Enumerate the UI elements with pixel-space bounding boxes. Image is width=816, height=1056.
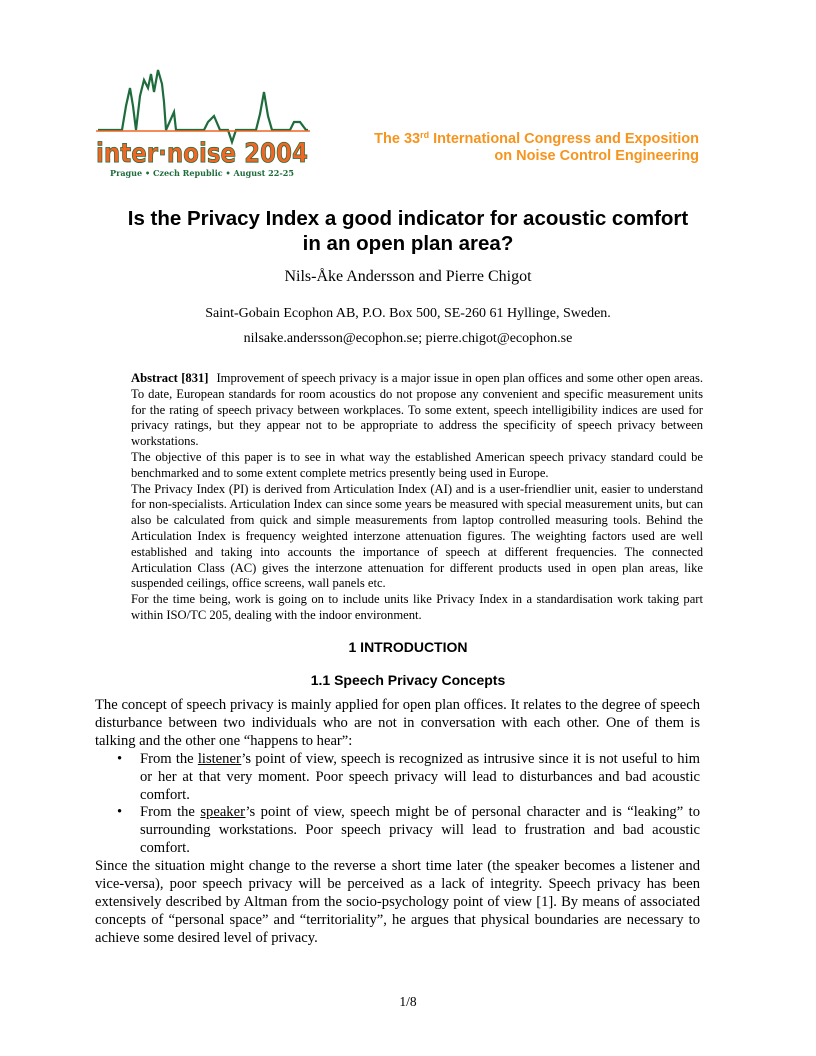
bullet-icon: • [117, 804, 123, 821]
body-paragraph-1: The concept of speech privacy is mainly applied for open plan offices. It relates to the degree of speech disturbance between two individuals who are not in conversation with each other. One of them is talking and the other one “happens to hear”: [95, 697, 700, 749]
abstract-paragraph-1: Abstract [831] Improvement of speech privacy is a major issue in open plan offices and some other open areas. To date, European standards for room acoustics do not propose any convenient and specific measurement units for the rating of speech privacy between workplaces. To some extent, speech intelligibility indices are used for privacy ratings, but they appear not to be appropriate to address the specificity of speech privacy between workstations. [131, 371, 703, 449]
list-item: • From the speaker’s point of view, speech might be of personal character and is “leaking” to surrounding workstations. Poor speech privacy will lead to frustration and bad acoustic comfort. [117, 804, 700, 857]
listener-term: listener [197, 750, 242, 767]
body-paragraph-2: Since the situation might change to the reverse a short time later (the speaker becomes a listener and vice-versa), poor speech privacy will be perceived as a lack of integrity. Speech privacy has been extensively described by Altman from the socio-psychology point of view [1]. By means of associated concepts of “personal space” and “territoriality”, he argues that physical boundaries are necessary to achieve some desired level of privacy. [95, 858, 700, 946]
abstract-paragraph-3: The Privacy Index (PI) is derived from Articulation Index (AI) and is a user-friendlier unit, easier to understand for non-specialists. Articulation Index can since some years be measured with special measurement units, but can also be calculated from quick and simple measurements from laptop controlled measuring tools. Behind the Articulation Index is frequency weighted interzone attenuation figures. The weighting factors used are well established and taking into accounts the importance of speech at different frequencies. The connected Articulation Class (AC) gives the interzone attenuation for different products used in open plan areas, like suspended ceilings, office screens, wall panels etc. [131, 481, 703, 591]
authors: Nils-Åke Andersson and Pierre Chigot [284, 268, 532, 285]
abstract-label: Abstract [831] [131, 371, 209, 385]
list-item: • From the listener’s point of view, speech is recognized as intrusive since it is not useful to him or her at that very moment. Poor speech privacy will lead to disturbances and bad acoustic comfort. [117, 750, 700, 803]
congress-line-2: on Noise Control Engineering [494, 148, 699, 164]
congress-line-1: The 33rd International Congress and Exposition [374, 130, 699, 147]
abstract-paragraph-2: The objective of this paper is to see in what way the established American speech privacy standard could be benchmarked and to some extent complete metrics presently being used in Europe. [131, 449, 703, 480]
subsection-heading-speech-privacy: 1.1 Speech Privacy Concepts [310, 672, 506, 688]
bullet-list [95, 751, 700, 858]
paper-title: Is the Privacy Index a good indicator for acoustic comfort in an open plan area? [127, 207, 689, 255]
bullet-icon: • [117, 750, 123, 767]
speaker-term: speaker [200, 804, 246, 821]
logo-wordmark: inter·noise 2004 [96, 138, 308, 169]
page-number: 1/8 [399, 994, 417, 1009]
abstract [131, 371, 703, 624]
congress-title [374, 131, 699, 165]
inter-noise-2004-logo [96, 66, 310, 180]
affiliation: Saint-Gobain Ecophon AB, P.O. Box 500, SE-260 61 Hyllinge, Sweden. [205, 306, 611, 321]
logo-tagline: Prague • Czech Republic • August 22-25 [110, 168, 295, 178]
section-heading-introduction: 1 INTRODUCTION [348, 639, 468, 655]
body-text [95, 697, 700, 948]
author-emails: nilsake.andersson@ecophon.se; pierre.chigot@ecophon.se [243, 331, 573, 346]
abstract-paragraph-4: For the time being, work is going on to include units like Privacy Index in a standardisation work taking part within ISO/TC 205, dealing with the indoor environment. [131, 592, 703, 622]
